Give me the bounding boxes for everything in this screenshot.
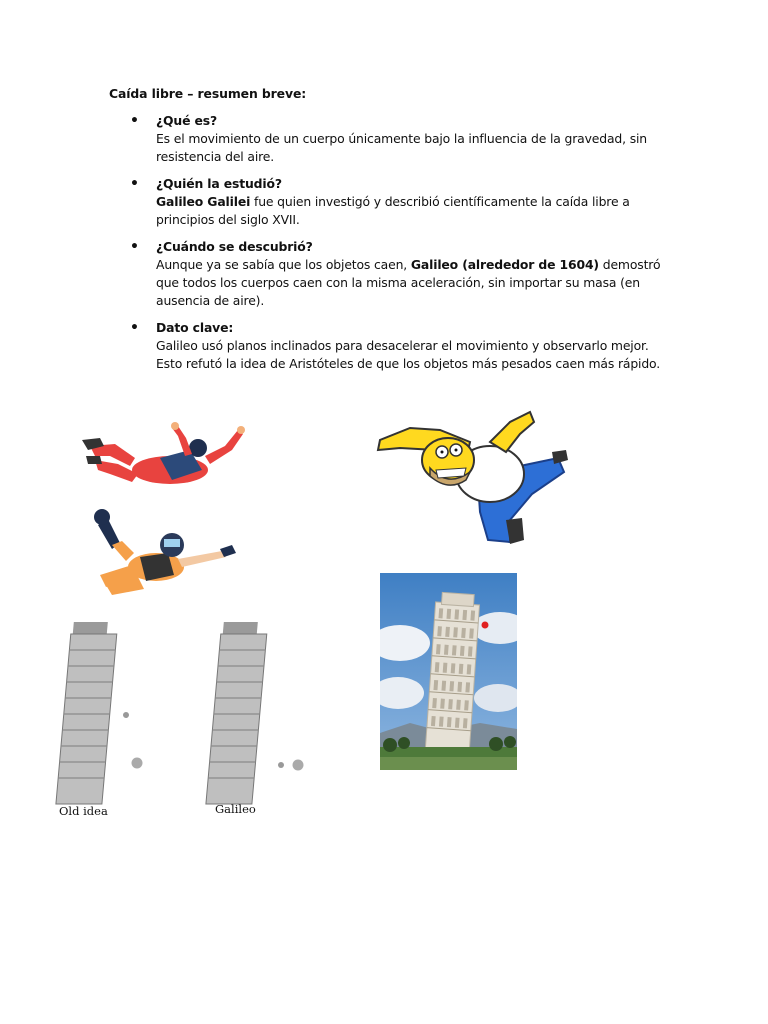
bullet-list (130, 112, 670, 373)
pisa-tower-photo (380, 573, 517, 770)
item-answer: Es el movimiento de un cuerpo únicamente bajo la influencia de la gravedad, sin resistencia del aire. (156, 131, 647, 164)
page-title: Caída libre – resumen breve: (109, 86, 307, 101)
item-question: • Dato clave: (156, 320, 234, 335)
tower-old-idea-caption: Old idea (59, 804, 108, 818)
item-answer: fue quien investigó y describió científicamente la caída libre a principios del siglo XVII. (156, 194, 630, 227)
list-item (130, 238, 670, 310)
item-question: • ¿Cuándo se descubrió? (156, 239, 313, 254)
tower-old-idea-diagram (52, 620, 162, 808)
item-answer: demostró que todos los cuerpos caen con la misma aceleración, sin importar su masa (en ausencia de aire). (156, 257, 661, 308)
item-answer: Aunque ya se sabía que los objetos caen, (156, 257, 411, 272)
list-item (130, 319, 670, 373)
item-question: • ¿Quién la estudió? (156, 176, 282, 191)
skydiver-red-image (60, 398, 270, 503)
item-answer-bold: Galileo Galilei (156, 194, 251, 209)
item-question: • ¿Qué es? (156, 113, 218, 128)
item-answer: Galileo usó planos inclinados para desacelerar el movimiento y observarlo mejor. Esto refutó la idea de Aristóteles de que los objetos más pesados caen más rápido. (156, 338, 661, 371)
list-item (130, 175, 670, 229)
item-answer-bold: Galileo (alrededor de 1604) (410, 257, 599, 272)
homer-falling-image (370, 402, 575, 550)
tower-galileo-diagram (202, 620, 314, 808)
skydiver-orange-image (60, 505, 270, 610)
list-item (130, 112, 670, 166)
tower-galileo-caption: Galileo (215, 802, 256, 816)
